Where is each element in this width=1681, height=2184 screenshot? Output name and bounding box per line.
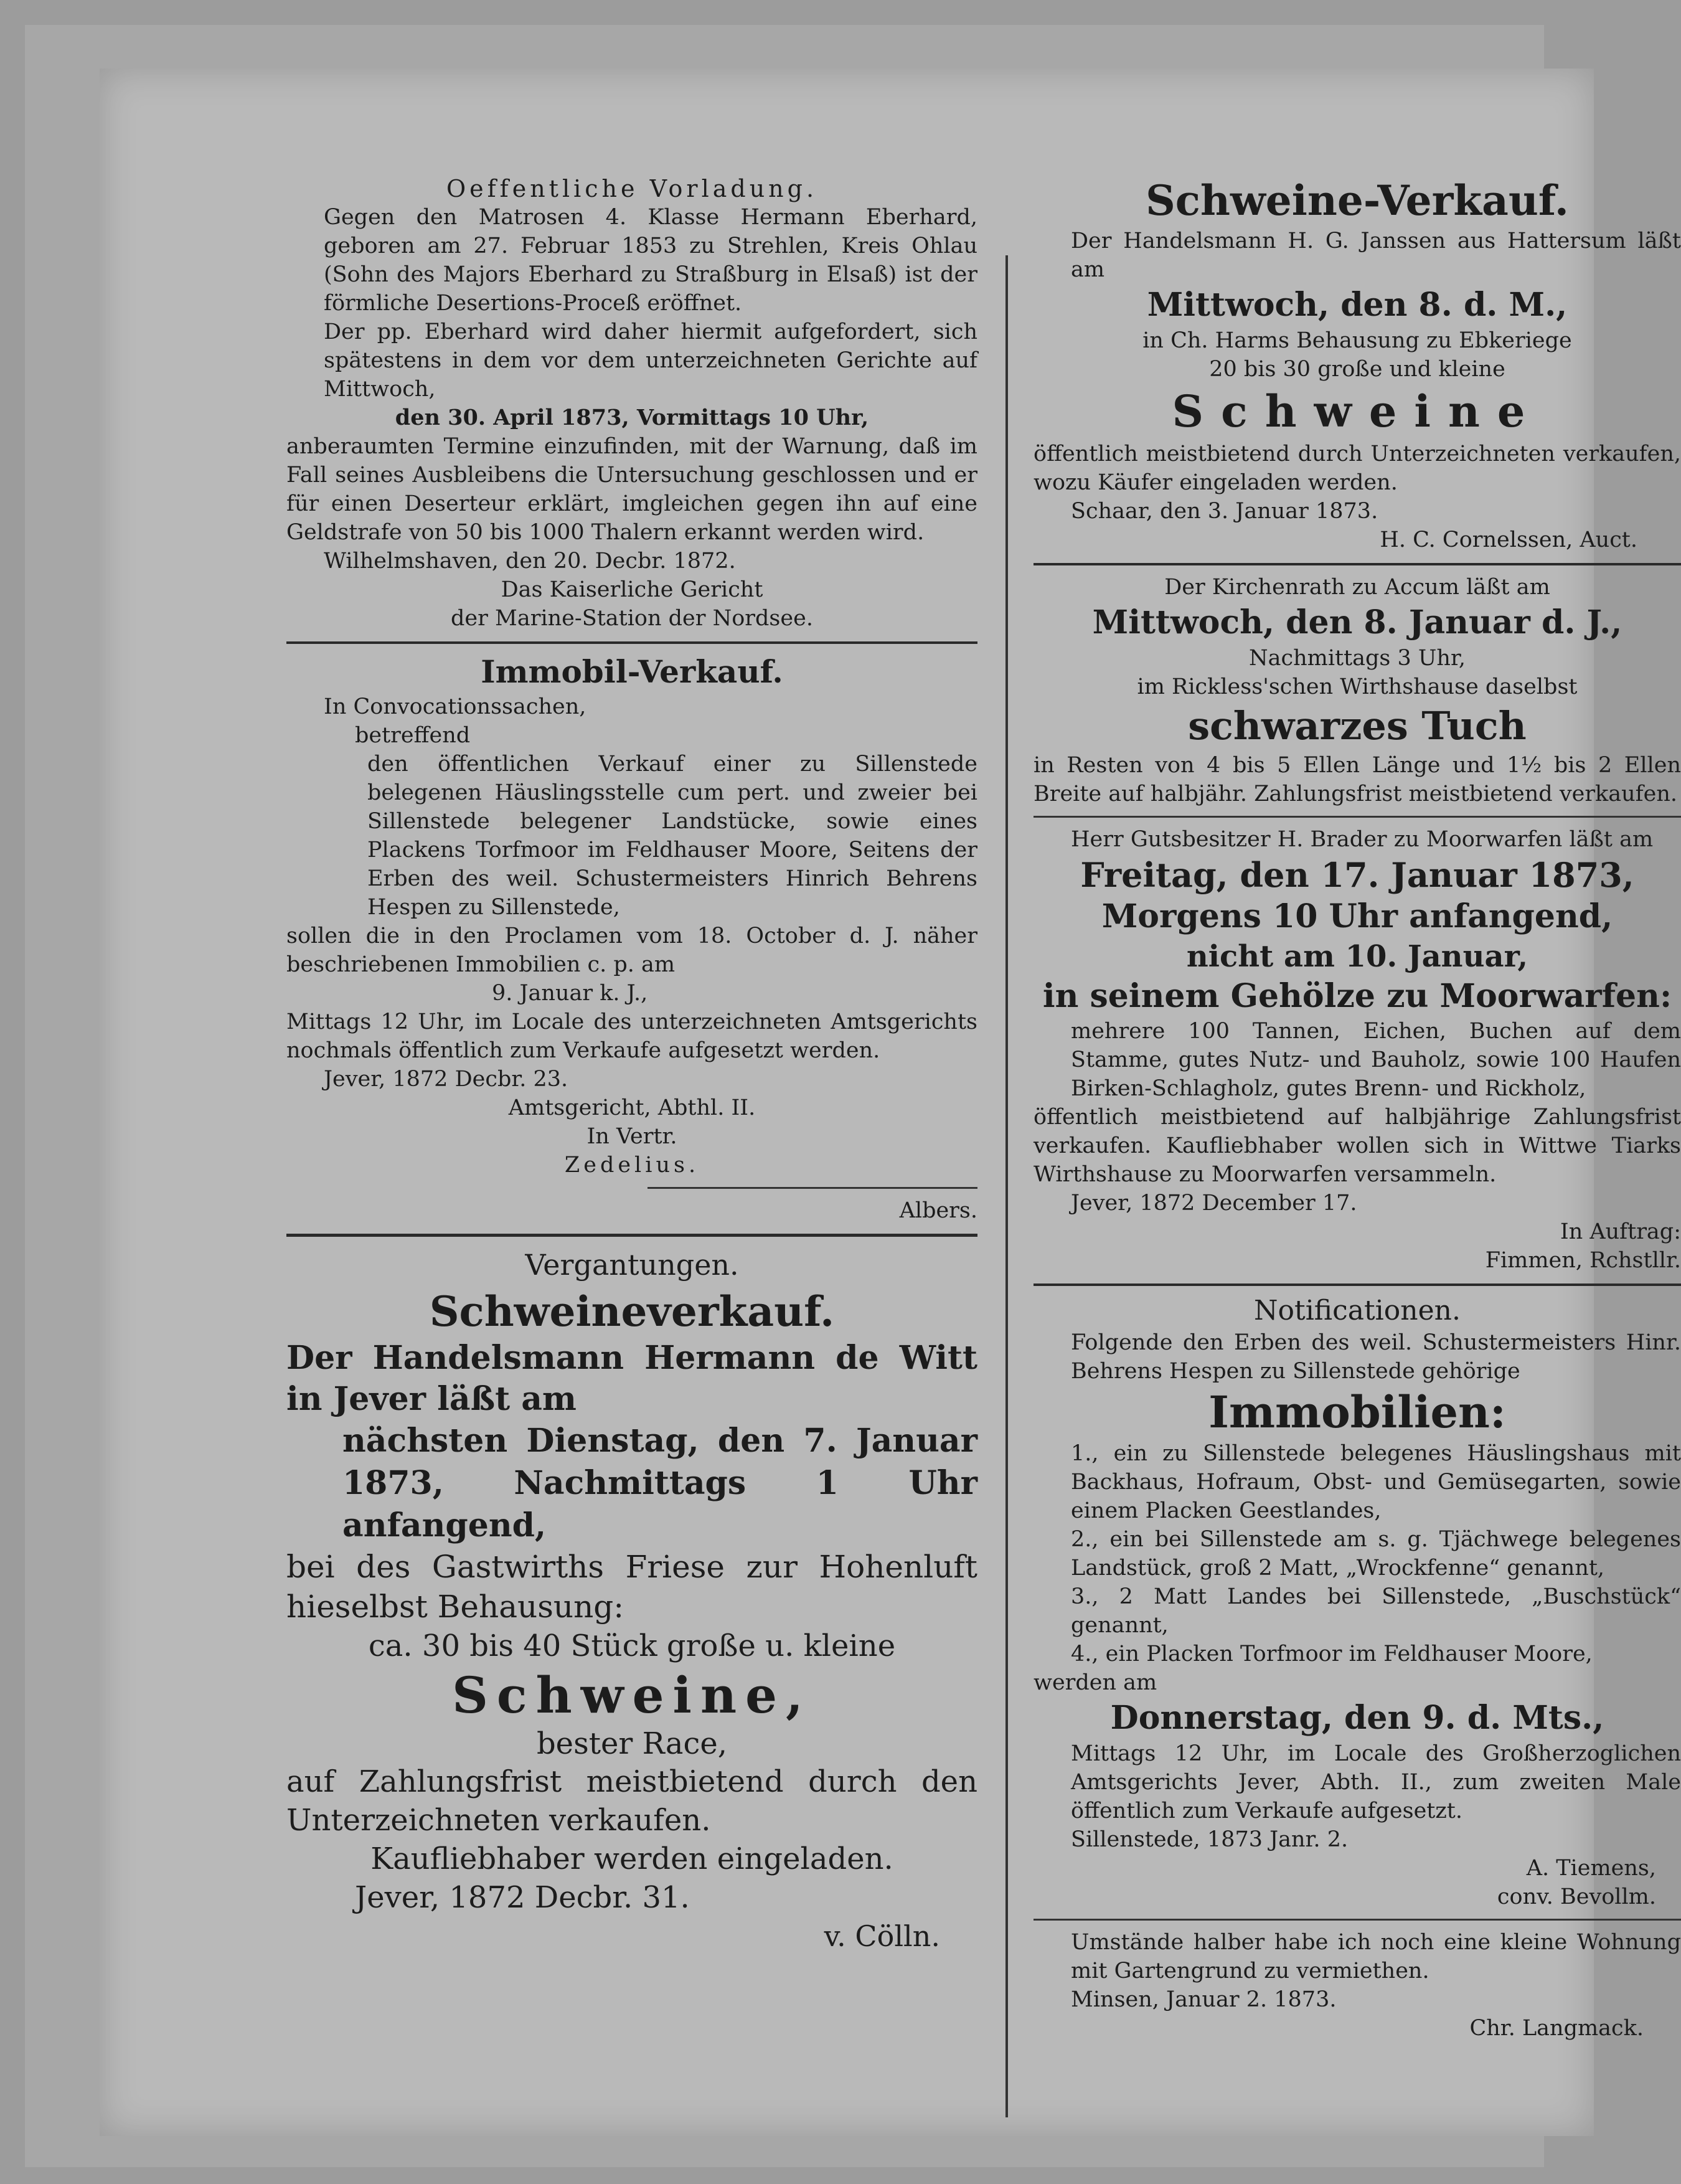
date-line: Mittwoch, den 8. Januar d. J., bbox=[1092, 603, 1622, 641]
list-item: 4., ein Placken Torfmoor im Feldhauser Moore, bbox=[1071, 1642, 1593, 1666]
text-line: im Rickless'schen Wirthshause daselbst bbox=[1137, 674, 1578, 699]
paragraph: Mittags 12 Uhr, im Locale des Großherzoglichen Amtsgerichts Jever, Abth. II., zum zweiten Male öffentlich zum Verkaufe aufgesetzt. bbox=[1071, 1741, 1681, 1823]
list-item: 1., ein zu Sillenstede belegenes Häuslingshaus mit Backhaus, Hofraum, Obst- und Gemüsegarten, sowie einem Placken Geestlandes, bbox=[1071, 1441, 1681, 1523]
paragraph: bei des Gastwirths Friese zur Hohenluft hieselbst Behausung: bbox=[286, 1549, 977, 1625]
big-word: Schweine, bbox=[452, 1666, 812, 1724]
text-line: Der Kirchenrath zu Accum läßt am bbox=[1164, 575, 1550, 600]
text-line: ca. 30 bis 40 Stück große u. kleine bbox=[368, 1629, 896, 1663]
big-word: Schweine bbox=[1172, 385, 1543, 437]
date-line: den 30. April 1873, Vormittags 10 Uhr, bbox=[395, 405, 869, 430]
place-date: Minsen, Januar 2. 1873. bbox=[1071, 1987, 1337, 2012]
paragraph: Der Handelsmann Hermann de Witt in Jever läßt am bbox=[286, 1339, 977, 1418]
paragraph: öffentlich meistbietend durch Unterzeichneten verkaufen, wozu Käufer eingeladen werden. bbox=[1034, 442, 1681, 495]
list-item: 3., 2 Matt Landes bei Sillenstede, „Buschstück“ genannt, bbox=[1071, 1584, 1681, 1638]
signature: der Marine-Station der Nordsee. bbox=[451, 606, 813, 631]
notice-title: Immobil-Verkauf. bbox=[481, 653, 783, 690]
date-line: nicht am 10. Januar, bbox=[1186, 939, 1528, 974]
signature: H. C. Cornelssen, Auct. bbox=[1380, 527, 1637, 552]
text-line: in Ch. Harms Behausung zu Ebkeriege bbox=[1142, 328, 1572, 353]
right-column bbox=[1034, 174, 1681, 2043]
paragraph: Folgende den Erben des weil. Schustermeisters Hinr. Behrens Hespen zu Sillenstede gehörige bbox=[1071, 1330, 1681, 1384]
date-line: Morgens 10 Uhr anfangend, bbox=[1101, 897, 1613, 935]
notice-notificationen bbox=[1034, 1293, 1681, 1911]
notice-tuch bbox=[1034, 573, 1681, 808]
paragraph: sollen die in den Proclamen vom 18. October d. J. näher beschriebenen Immobilien c. p. am bbox=[286, 924, 977, 977]
place-date: Wilhelmshaven, den 20. Decbr. 1872. bbox=[324, 549, 736, 574]
place-date: Jever, 1872 Decbr. 31. bbox=[355, 1880, 690, 1915]
paragraph: Der Handelsmann H. G. Janssen aus Hattersum läßt am bbox=[1071, 229, 1681, 282]
list-item: 2., ein bei Sillenstede am s. g. Tjächwege belegenes Landstück, groß 2 Matt, „Wrockfenne“ genannt, bbox=[1071, 1527, 1681, 1581]
divider bbox=[286, 1234, 977, 1237]
divider bbox=[1034, 816, 1681, 818]
divider bbox=[1034, 1919, 1681, 1921]
big-word: schwarzes Tuch bbox=[1188, 703, 1527, 749]
paragraph: anberaumten Termine einzufinden, mit der Warnung, daß im Fall seines Ausbleibens die Untersuchung geschlossen und er für einen Deserteur erklärt, imgleichen gegen ihn auf eine Geldstrafe von 50 bis 1000 Thalern erkannt werden wird. bbox=[286, 434, 977, 545]
signature: Amtsgericht, Abthl. II. bbox=[508, 1095, 756, 1120]
signature: Chr. Langmack. bbox=[1469, 2016, 1644, 2041]
section-title: Notificationen. bbox=[1254, 1295, 1461, 1326]
paragraph: Mittags 12 Uhr, im Locale des unterzeichneten Amtsgerichts nochmals öffentlich zum Verkaufe aufgesetzt werden. bbox=[286, 1009, 977, 1063]
paragraph: Der pp. Eberhard wird daher hiermit aufgefordert, sich spätestens in dem vor dem unterzeichneten Gerichte auf Mittwoch, bbox=[324, 319, 977, 402]
signature: Fimmen, Rchstllr. bbox=[1485, 1248, 1681, 1273]
text-line: Kaufliebhaber werden eingeladen. bbox=[370, 1841, 893, 1876]
text-line: werden am bbox=[1034, 1670, 1157, 1695]
paragraph: in Resten von 4 bis 5 Ellen Länge und 1½ bis 2 Ellen Breite auf halbjähr. Zahlungsfrist meistbietend verkaufen. bbox=[1034, 753, 1681, 806]
divider bbox=[1034, 563, 1681, 565]
divider bbox=[286, 641, 977, 644]
signature: In Auftrag: bbox=[1560, 1219, 1681, 1244]
notice-title: Oeffentliche Vorladung. bbox=[446, 175, 818, 202]
notice-immobil bbox=[286, 651, 977, 1225]
signature: A. Tiemens, bbox=[1526, 1856, 1656, 1881]
text-line: bester Race, bbox=[536, 1726, 728, 1761]
divider bbox=[1034, 1283, 1681, 1286]
date-line: Freitag, den 17. Januar 1873, bbox=[1080, 855, 1634, 895]
signature: Das Kaiserliche Gericht bbox=[501, 577, 763, 602]
paragraph: mehrere 100 Tannen, Eichen, Buchen auf dem Stamme, gutes Nutz- und Bauholz, sowie 100 Haufen Birken-Schlagholz, gutes Brenn- und Rickholz, bbox=[1071, 1019, 1681, 1101]
place-date: Jever, 1872 December 17. bbox=[1071, 1191, 1357, 1216]
divider bbox=[647, 1187, 977, 1189]
place-date: Jever, 1872 Decbr. 23. bbox=[324, 1067, 568, 1092]
newspaper-page bbox=[100, 69, 1681, 2136]
signature: Zedelius. bbox=[564, 1153, 700, 1178]
signature: conv. Bevollm. bbox=[1497, 1884, 1656, 1909]
left-column bbox=[286, 174, 977, 1955]
notice-title: Schweine-Verkauf. bbox=[1146, 176, 1569, 225]
signature: v. Cölln. bbox=[824, 1919, 940, 1953]
paragraph: öffentlich meistbietend auf halbjährige Zahlungsfrist verkaufen. Kaufliebhaber wollen sich in Wittwe Tiarks Wirthshause zu Moorwarfen versammeln. bbox=[1034, 1105, 1681, 1187]
date-line: nächsten Dienstag, den 7. Januar 1873, Nachmittags 1 Uhr anfangend, bbox=[342, 1422, 977, 1544]
paragraph: auf Zahlungsfrist meistbietend durch den Unterzeichneten verkaufen. bbox=[286, 1764, 977, 1838]
signature: Albers. bbox=[899, 1198, 977, 1223]
big-word: Immobilien: bbox=[1208, 1386, 1506, 1438]
notice-wohnung bbox=[1034, 1928, 1681, 2043]
notice-holz bbox=[1034, 825, 1681, 1275]
text-line: In Convocationssachen, bbox=[324, 694, 586, 719]
text-line: betreffend bbox=[355, 723, 471, 748]
text-line: Nachmittags 3 Uhr, bbox=[1249, 646, 1466, 671]
date-line: Mittwoch, den 8. d. M., bbox=[1147, 286, 1568, 324]
date-line: Donnerstag, den 9. d. Mts., bbox=[1110, 1699, 1604, 1737]
paragraph: Gegen den Matrosen 4. Klasse Hermann Eberhard, geboren am 27. Februar 1853 zu Strehlen, Kreis Ohlau (Sohn des Majors Eberhard zu Straßburg in Elsaß) ist der förmliche Desertions-Proceß eröffnet. bbox=[324, 205, 977, 316]
paragraph: den öffentlichen Verkauf einer zu Sillenstede belegenen Häuslingsstelle cum pert. und zweier bei Sillenstede belegener Landstücke, sowie eines Plackens Torfmoor im Feldhauser Moore, Seitens der Erben des weil. Schustermeisters Hinrich Behrens Hespen zu Sillenstede, bbox=[367, 752, 977, 920]
paragraph: Herr Gutsbesitzer H. Brader zu Moorwarfen läßt am bbox=[1071, 827, 1654, 852]
notice-vorladung bbox=[286, 174, 977, 633]
column-divider bbox=[1005, 255, 1008, 2117]
notice-vergantungen bbox=[286, 1244, 977, 1955]
notice-schweine-verkauf bbox=[1034, 174, 1681, 554]
text-line: 20 bis 30 große und kleine bbox=[1209, 357, 1505, 382]
notice-title: Schweineverkauf. bbox=[429, 1287, 835, 1336]
paragraph: Umstände halber habe ich noch eine kleine Wohnung mit Gartengrund zu vermiethen. bbox=[1071, 1930, 1681, 1983]
place-date: Sillenstede, 1873 Janr. 2. bbox=[1071, 1827, 1349, 1852]
date-line: 9. Januar k. J., bbox=[492, 981, 648, 1006]
section-title: Vergantungen. bbox=[525, 1248, 739, 1282]
signature: In Vertr. bbox=[586, 1124, 677, 1149]
place-date: Schaar, den 3. Januar 1873. bbox=[1071, 499, 1378, 524]
date-line: in seinem Gehölze zu Moorwarfen: bbox=[1042, 977, 1672, 1015]
